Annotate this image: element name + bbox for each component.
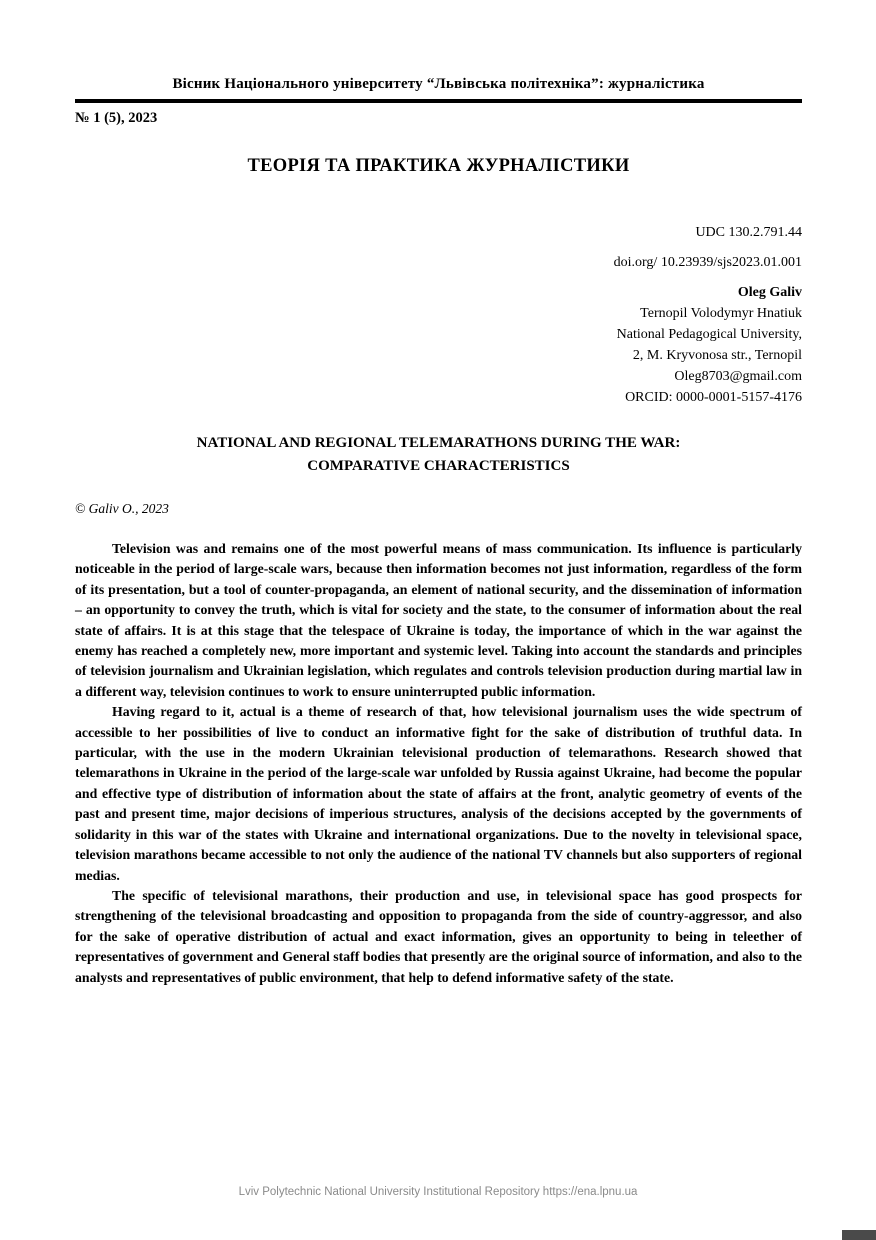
article-title-line-2: COMPARATIVE CHARACTERISTICS (307, 458, 570, 474)
journal-title: Вісник Національного університету “Львівська політехніка”: журналістика (172, 76, 705, 92)
article-meta-block (75, 222, 802, 408)
abstract-paragraph: Having regard to it, actual is a theme of research of that, how televisional journalism uses the wide spectrum of accessible to her possibilities of live to conduct an informative fight for the sake of distribution of truthful data. In particular, with the use in the modern Ukrainian televisional production of telemarathons. Research showed that telemarathons in Ukraine in the period of the large-scale war unfolded by Russia against Ukraine, had become the popular and effective type of distribution of information about the state of affairs at the front, analytic geometry of events of the past and present time, major decisions of imperious structures, analysis of the decisions accepted by the governments of solidarity in this war of the states with Ukraine and international organizations. Due to the novelty in televisional space, television marathons became accessible to not only the audience of the national TV channels but also supporters of regional medias. (75, 704, 802, 883)
article-title-line-1: NATIONAL AND REGIONAL TELEMARATHONS DURING THE WAR: (196, 435, 681, 451)
abstract-body (75, 539, 802, 988)
header-divider-rule (75, 99, 802, 103)
article-title (75, 432, 802, 478)
affiliation-line-2: National Pedagogical University, (616, 327, 802, 342)
doi-link: doi.org/ 10.23939/sjs2023.01.001 (613, 255, 802, 270)
udc-code: UDC 130.2.791.44 (695, 225, 802, 240)
repository-footer: Lviv Polytechnic National University Institutional Repository https://ena.lpnu.ua (238, 1186, 638, 1198)
page-corner-artifact (842, 1230, 876, 1240)
author-orcid: ORCID: 0000-0001-5157-4176 (625, 390, 802, 405)
author-address: 2, M. Kryvonosa str., Ternopil (632, 348, 802, 363)
abstract-paragraph: Television was and remains one of the most powerful means of mass communication. Its influence is particularly noticeable in the period of large-scale wars, because then information becomes not just information, regardless of the form of its presentation, but a tool of counter-propaganda, an element of national security, and the dissemination of information – an opportunity to convey the truth, which is vital for society and the state, to the consumer of information about the real state of affairs. It is at this stage that the telespace of Ukraine is today, the importance of which in the war against the enemy has reached a completely new, more important and systemic level. Taking into account the standards and principles of television journalism and Ukrainian legislation, which regulates and controls television production during martial law in a different way, television continues to work to ensure uninterrupted public information. (75, 541, 802, 699)
affiliation-line-1: Ternopil Volodymyr Hnatiuk (640, 306, 802, 321)
author-name: Oleg Galiv (737, 285, 802, 300)
author-email: Oleg8703@gmail.com (674, 369, 802, 384)
page (75, 0, 802, 1240)
abstract-paragraph: The specific of televisional marathons, their production and use, in televisional space has good prospects for strengthening of the televisional broadcasting and opposition to propaganda from the side of country-aggressor, and also for the sake of operative distribution of actual and exact information, gives an opportunity to being in teleether of representatives of government and General staff bodies that presently are the original source of information, and also to the analysts and representatives of public environment, that help to defend informative safety of the state. (75, 887, 802, 985)
issue-number: № 1 (5), 2023 (75, 110, 158, 126)
section-title: ТЕОРІЯ ТА ПРАКТИКА ЖУРНАЛІСТИКИ (247, 156, 630, 176)
copyright-notice: © Galiv O., 2023 (75, 501, 169, 516)
